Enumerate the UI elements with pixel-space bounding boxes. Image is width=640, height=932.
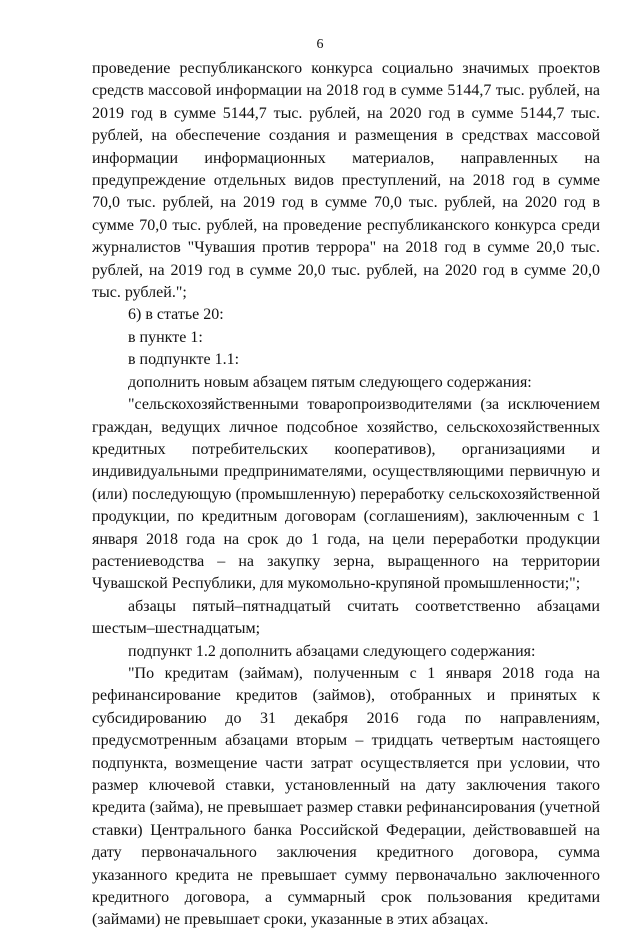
paragraph: в пункте 1: [128,328,203,346]
paragraph: "По кредитам (займам), полученным с 1 января 2018 года на рефинансирование кредитов (займов), отобранных и принятых к субсидированию до 31 декабря 2016 года по направлениям, предусмотренным абзацами вторым – тридцать четвертым настоящего подпункта, возмещение части затрат осуществляется при условии, что размер ключевой ставки, установленный на дату заключения такого кредита (займа), не превышает размер ставки рефинансирования (учетной ставки) Центрального банка Российской Федерации, действовавшей на дату первоначального заключения кредитного договора, сумма указанного кредита не превышает сумму первоначально заключенного кредитного договора, а суммарный срок пользования кредитами (займами) не превышает сроки, указанные в этих абзацах. [92,664,600,929]
paragraph: в подпункте 1.1: [128,351,240,369]
paragraph: проведение республиканского конкурса социально значимых проектов средств массовой информации на 2018 год в сумме 5144,7 тыс. рублей, на 2019 год в сумме 5144,7 тыс. рублей, на 2020 год в сумме 5144,7 тыс. рублей, на обеспечение создания и размещения в средствах массовой информации информационных материалов, направленных на предупреждение отдельных видов преступлений, на 2018 год в сумме 70,0 тыс. рублей, на 2019 год в сумме 70,0 тыс. рублей, на 2020 год в сумме 70,0 тыс. рублей, на проведение республиканского конкурса среди журналистов "Чувашия против террора" на 2018 год в сумме 20,0 тыс. рублей, на 2019 год в сумме 20,0 тыс. рублей, на 2020 год в сумме 20,0 тыс. рублей."; [92,60,600,302]
paragraph: 6) в статье 20: [128,306,224,324]
document-body [92,58,600,932]
paragraph: подпункт 1.2 дополнить абзацами следующего содержания: [128,642,536,660]
paragraph: дополнить новым абзацем пятым следующего содержания: [128,373,532,391]
paragraph: "сельскохозяйственными товаропроизводителями (за исключением граждан, ведущих личное подсобное хозяйство, сельскохозяйственных кредитных потребительских кооперативов), организациями и индивидуальными предпринимателями, осуществляющими первичную и (или) последующую (промышленную) переработку сельскохозяйственной продукции, по кредитным договорам (соглашениям), заключенным с 1 января 2018 года на срок до 1 года, на цели переработки продукции растениеводства – на закупку зерна, выращенного на территории Чувашской Республики, для мукомольно-крупяной промышленности;"; [92,396,600,593]
page-number: 6 [316,37,324,52]
paragraph: абзацы пятый–пятнадцатый считать соответственно абзацами шестым–шестнадцатым; [92,597,600,638]
